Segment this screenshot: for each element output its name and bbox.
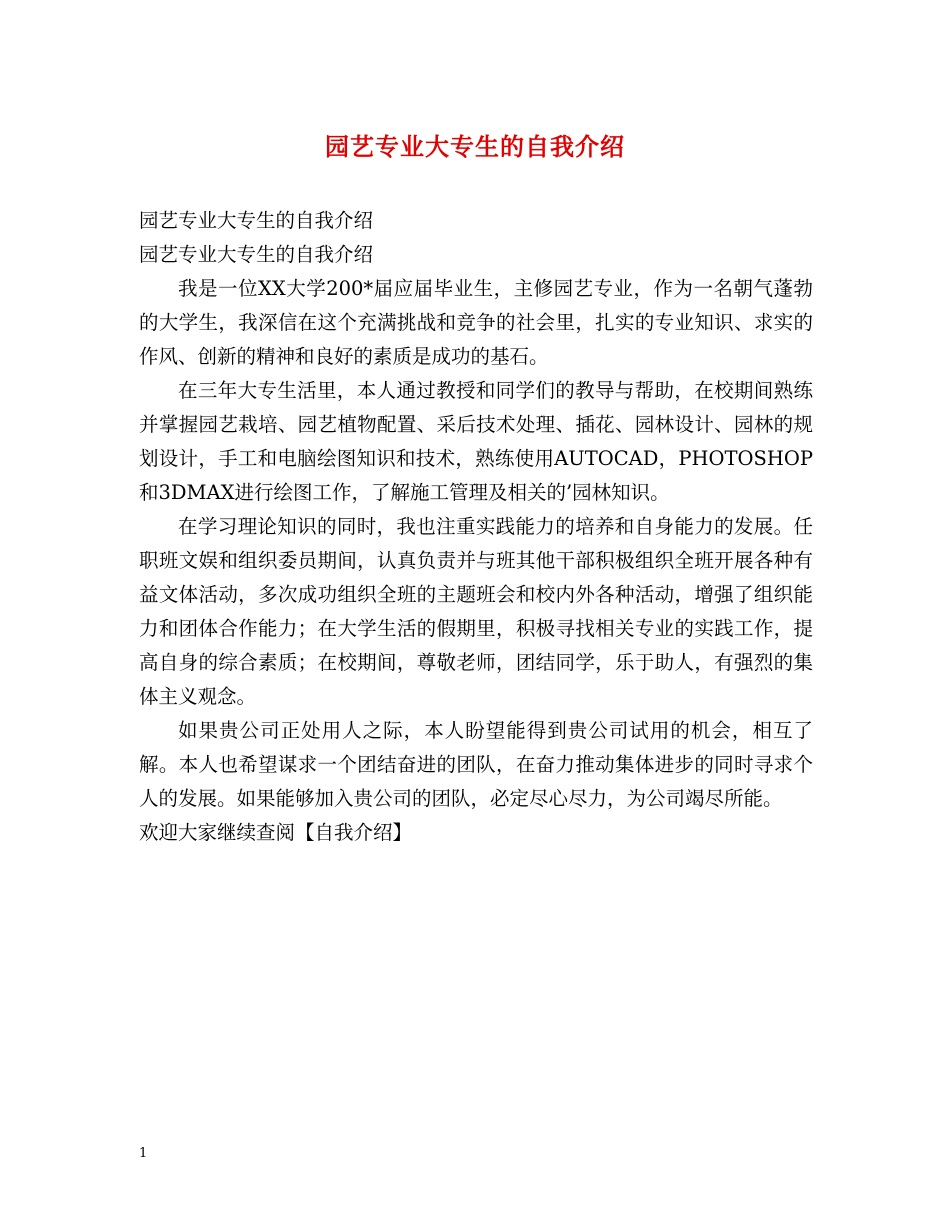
paragraph-2: 在三年大专生活里，本人通过教授和同学们的教导与帮助，在校期间熟练并掌握园艺栽培、园艺植物配置、采后技术处理、插花、园林设计、园林的规划设计，手工和电脑绘图知识和技术，熟练使用AUTOCAD，PHOTOSHOP和3DMAX进行绘图工作，了解施工管理及相关的’园林知识。 — [139, 379, 813, 504]
document-body — [139, 204, 813, 850]
paragraph-1: 我是一位XX大学200*届应届毕业生，主修园艺专业，作为一名朝气蓬勃的大学生，我深信在这个充满挑战和竞争的社会里，扎实的专业知识、求实的作风、创新的精神和良好的素质是成功的基石。 — [139, 277, 813, 368]
page-number: 1 — [139, 1146, 148, 1161]
paragraph-3: 在学习理论知识的同时，我也注重实践能力的培养和自身能力的发展。任职班文娱和组织委员期间，认真负责并与班其他干部积极组织全班开展各种有益文体活动，多次成功组织全班的主题班会和校内外各种活动，增强了组织能力和团体合作能力；在大学生活的假期里，积极寻找相关专业的实践工作，提高自身的综合素质；在校期间，尊敬老师，团结同学，乐于助人，有强烈的集体主义观念。 — [139, 515, 813, 708]
subtitle-line-1: 园艺专业大专生的自我介绍 — [139, 209, 374, 232]
subtitle-line-2: 园艺专业大专生的自我介绍 — [139, 243, 374, 266]
paragraph-4: 如果贵公司正处用人之际，本人盼望能得到贵公司试用的机会，相互了解。本人也希望谋求一个团结奋进的团队，在奋力推动集体进步的同时寻求个人的发展。如果能够加入贵公司的团队，必定尽心尽力，为公司竭尽所能。 — [139, 719, 813, 810]
closing-line: 欢迎大家继续查阅【自我介绍】 — [139, 821, 413, 844]
document-title: 园艺专业大专生的自我介绍 — [325, 132, 625, 161]
